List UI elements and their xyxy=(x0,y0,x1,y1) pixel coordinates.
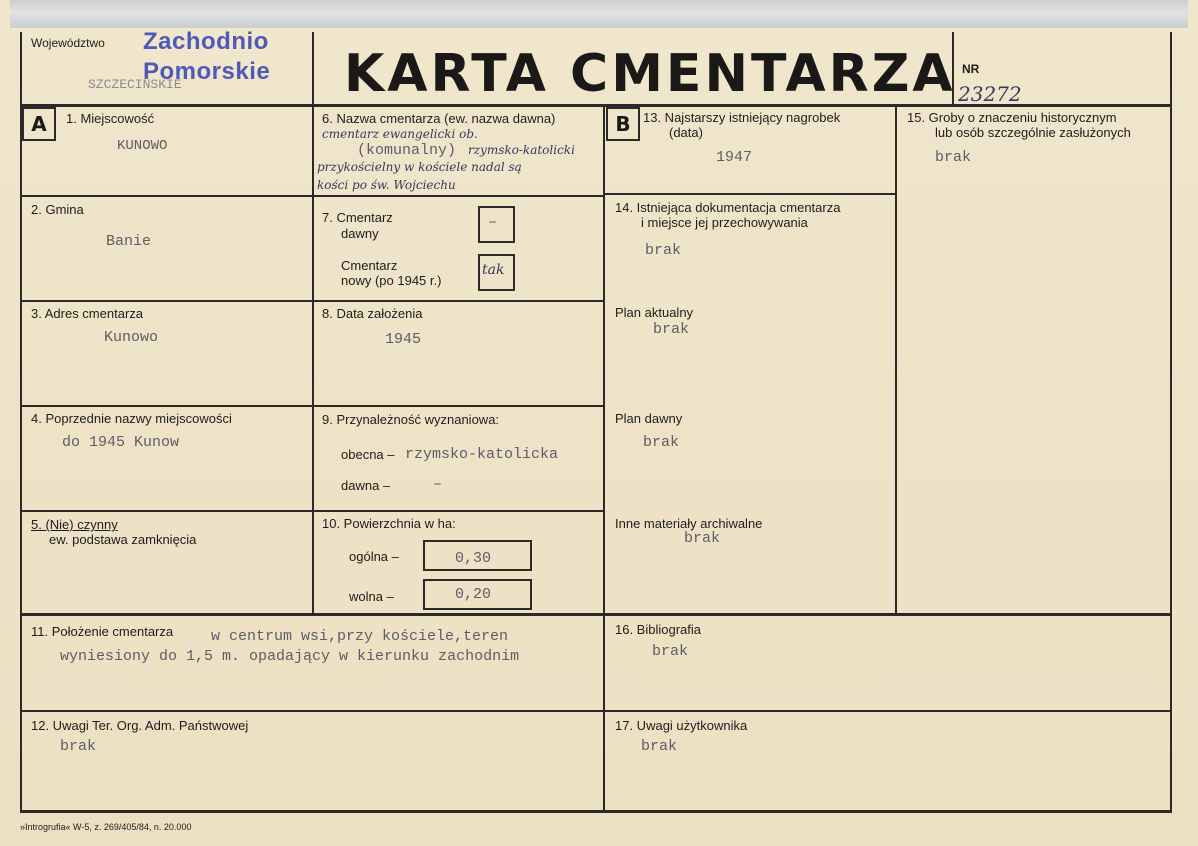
f6-hand-2: rzymsko-katolicki xyxy=(468,143,575,157)
f9-obecna-value: rzymsko-katolicka xyxy=(405,446,559,463)
card-title: KARTA CMENTARZA xyxy=(344,44,956,104)
header-divider-1 xyxy=(312,32,314,106)
f7-nowy-line2: nowy (po 1945 r.) xyxy=(341,273,442,288)
f14-label-line1: 14. Istniejąca dokumentacja cmentarza xyxy=(615,200,841,215)
f6-typed: (komunalny) xyxy=(357,142,457,159)
stamp-line-1: Zachodnio xyxy=(143,28,269,55)
stamp-line-2: Pomorskie xyxy=(143,58,271,85)
f7-nowy-line1: Cmentarz xyxy=(341,258,398,273)
border-left xyxy=(20,32,22,812)
f7-label-line2: dawny xyxy=(341,226,379,241)
f14-plan-aktualny-label: Plan aktualny xyxy=(615,305,694,320)
f13-value: 1947 xyxy=(716,149,753,166)
border-right xyxy=(1170,32,1172,812)
f3-label: 3. Adres cmentarza xyxy=(31,306,143,321)
f14-label-line2: i miejsce jej przechowywania xyxy=(641,215,808,230)
f10-wolna-value: 0,20 xyxy=(455,586,492,603)
adhesive-tape xyxy=(10,0,1188,28)
f8-label: 8. Data założenia xyxy=(322,306,423,321)
f11-line2: wyniesiony do 1,5 m. opadający w kierunku zachodnim xyxy=(60,648,520,665)
f2-label: 2. Gmina xyxy=(31,202,84,217)
f9-label: 9. Przynależność wyznaniowa: xyxy=(322,412,500,427)
row-line-bottom xyxy=(20,810,1172,813)
f9-obecna-label: obecna – xyxy=(341,447,395,462)
f10-wolna-label: wolna – xyxy=(349,589,394,604)
f11-line1: w centrum wsi,przy kościele,teren xyxy=(211,628,509,645)
f2-value: Banie xyxy=(106,233,152,250)
f17-value: brak xyxy=(641,738,678,755)
f9-dawna-value: – xyxy=(433,476,443,493)
f13-label-line1: 13. Najstarszy istniejący nagrobek xyxy=(643,110,841,125)
f17-label: 17. Uwagi użytkownika xyxy=(615,718,748,733)
f12-value: brak xyxy=(60,738,97,755)
f12-label: 12. Uwagi Ter. Org. Adm. Państwowej xyxy=(31,718,249,733)
f6-label: 6. Nazwa cmentarza (ew. nazwa dawna) xyxy=(322,111,556,126)
f6-hand-1: cmentarz ewangelicki ob. xyxy=(322,127,478,141)
f1-label: 1. Miejscowość xyxy=(66,111,155,126)
f16-value: brak xyxy=(652,643,689,660)
f14-inne-value: brak xyxy=(684,530,721,547)
f15-label-line2: lub osób szczególnie zasłużonych xyxy=(935,125,1131,140)
f14-plan-aktualny-value: brak xyxy=(653,321,690,338)
f6-hand-4: kości po św. Wojciechu xyxy=(317,178,456,192)
f7-label-line1: 7. Cmentarz xyxy=(322,210,393,225)
f10-ogolna-label: ogólna – xyxy=(349,549,399,564)
f11-label: 11. Położenie cmentarza xyxy=(31,624,174,639)
col-divider-b xyxy=(603,104,605,812)
nr-label: NR xyxy=(962,62,980,76)
f3-value: Kunowo xyxy=(104,329,159,346)
f5-label-line1: 5. (Nie) czynny xyxy=(31,517,118,532)
f4-value: do 1945 Kunow xyxy=(62,434,180,451)
f10-label: 10. Powierzchnia w ha: xyxy=(322,516,456,531)
section-b-letter: B xyxy=(606,107,640,141)
f16-label: 16. Bibliografia xyxy=(615,622,701,637)
row-line-5 xyxy=(20,613,1172,616)
f15-label-line1: 15. Groby o znaczeniu historycznym xyxy=(907,110,1117,125)
f14-plan-dawny-value: brak xyxy=(643,434,680,451)
f14-value: brak xyxy=(645,242,682,259)
f10-ogolna-value: 0,30 xyxy=(455,550,492,567)
f6-hand-3: przykościelny w kościele nadal są xyxy=(317,160,522,174)
f1-value: KUNOWO xyxy=(117,138,168,154)
f5-label-line2: ew. podstawa zamknięcia xyxy=(49,532,197,547)
nr-value: 23272 xyxy=(958,82,1022,106)
f4-label: 4. Poprzednie nazwy miejscowości xyxy=(31,411,232,426)
typed-region: SZCZECIŃSKIE xyxy=(88,77,182,92)
row-line-1b xyxy=(604,193,896,195)
row-line-6 xyxy=(20,710,1172,712)
wojewodztwo-label: Województwo xyxy=(31,36,105,50)
col-divider-a xyxy=(312,104,314,614)
f14-plan-dawny-label: Plan dawny xyxy=(615,411,683,426)
imprint: »Introgrufia« W-5, z. 269/405/84, n. 20.000 xyxy=(20,822,192,832)
f8-value: 1945 xyxy=(385,331,422,348)
f13-label-line2: (data) xyxy=(669,125,703,140)
section-a-letter: A xyxy=(22,107,56,141)
f7-dawny-value: – xyxy=(488,214,498,231)
f7-nowy-value: tak xyxy=(482,262,505,278)
f15-value: brak xyxy=(935,149,972,166)
f14-inne-label: Inne materiały archiwalne xyxy=(615,516,763,531)
f9-dawna-label: dawna – xyxy=(341,478,391,493)
col-divider-c xyxy=(895,104,897,614)
